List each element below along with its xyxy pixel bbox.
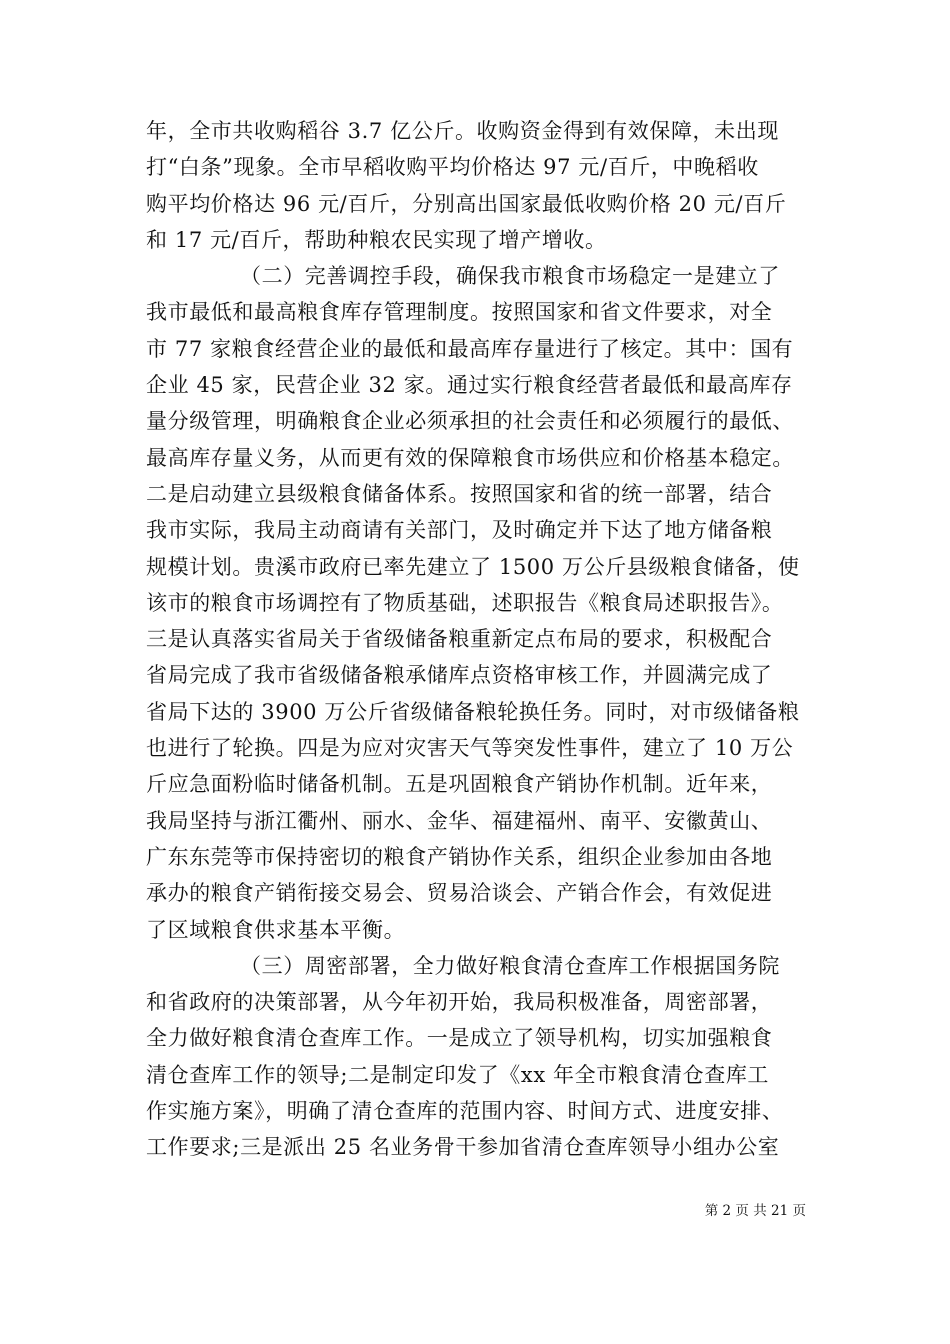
text-line: 省局完成了我市省级储备粮承储库点资格审核工作，并圆满完成了	[146, 663, 773, 688]
text-line: 我局坚持与浙江衢州、丽水、金华、福建福州、南平、安徽黄山、	[146, 808, 773, 833]
text-line: 作实施方案》，明确了清仓查库的范围内容、时间方式、进度安排、	[146, 1099, 784, 1124]
text-line: 二是启动建立县级粮食储备体系。按照国家和省的统一部署，结合	[146, 481, 773, 506]
text-line: 企业 45 家，民营企业 32 家。通过实行粮食经营者最低和最高库存	[146, 373, 793, 398]
text-line: 年，全市共收购稻谷 3.7 亿公斤。收购资金得到有效保障，未出现	[146, 119, 779, 143]
text-line: 我市最低和最高粮食库存管理制度。按照国家和省文件要求，对全	[146, 300, 773, 325]
text-line: 和 17 元/百斤，帮助种粮农民实现了增产增收。	[146, 227, 607, 252]
text-line: 省局下达的 3900 万公斤省级储备粮轮换任务。同时，对市级储备粮	[146, 699, 800, 724]
text-line: 最高库存量义务，从而更有效的保障粮食市场供应和价格基本稳定。	[146, 445, 794, 470]
text-line: 也进行了轮换。四是为应对灾害天气等突发性事件，建立了 10 万公	[146, 736, 794, 761]
text-line: 承办的粮食产销衔接交易会、贸易洽谈会、产销合作会，有效促进	[146, 881, 773, 906]
text-line: 该市的粮食市场调控有了物质基础，述职报告《粮食局述职报告》。	[146, 590, 784, 615]
page-number-footer: 第 2 页 共 21 页	[704, 1203, 806, 1219]
text-line: 我市实际，我局主动商请有关部门，及时确定并下达了地方储备粮	[146, 518, 773, 543]
text-line: 市 77 家粮食经营企业的最低和最高库存量进行了核定。其中：国有	[146, 336, 794, 361]
text-line: 广东东莞等市保持密切的粮食产销协作关系，组织企业参加由各地	[146, 844, 773, 869]
text-line: 清仓查库工作的领导;二是制定印发了《xx 年全市粮食清仓查库工	[146, 1062, 770, 1087]
text-line: 和省政府的决策部署，从今年初开始，我局积极准备，周密部署，	[146, 990, 773, 1015]
text-line: 工作要求;三是派出 25 名业务骨干参加省清仓查库领导小组办公室	[146, 1135, 780, 1160]
text-line: 量分级管理，明确粮食企业必须承担的社会责任和必须履行的最低、	[146, 409, 794, 434]
text-line: 斤应急面粉临时储备机制。五是巩固粮食产销协作机制。近年来，	[146, 772, 773, 797]
text-line: 全力做好粮食清仓查库工作。一是成立了领导机构，切实加强粮食	[146, 1026, 773, 1051]
paragraph-heading-line: （三）周密部署，全力做好粮食清仓查库工作根据国务院	[240, 953, 780, 978]
text-line: 打“白条”现象。全市早稻收购平均价格达 97 元/百斤，中晚稻收	[146, 155, 759, 180]
text-line: 购平均价格达 96 元/百斤，分别高出国家最低收购价格 20 元/百斤	[146, 191, 787, 216]
body-text	[146, 113, 806, 1166]
text-line: 三是认真落实省局关于省级储备粮重新定点布局的要求，积极配合	[146, 627, 773, 652]
text-line: 规模计划。贵溪市政府已率先建立了 1500 万公斤县级粮食储备，使	[146, 554, 800, 579]
paragraph-heading-line: （二）完善调控手段，确保我市粮食市场稳定一是建立了	[240, 264, 780, 289]
text-line: 了区域粮食供求基本平衡。	[146, 917, 406, 942]
